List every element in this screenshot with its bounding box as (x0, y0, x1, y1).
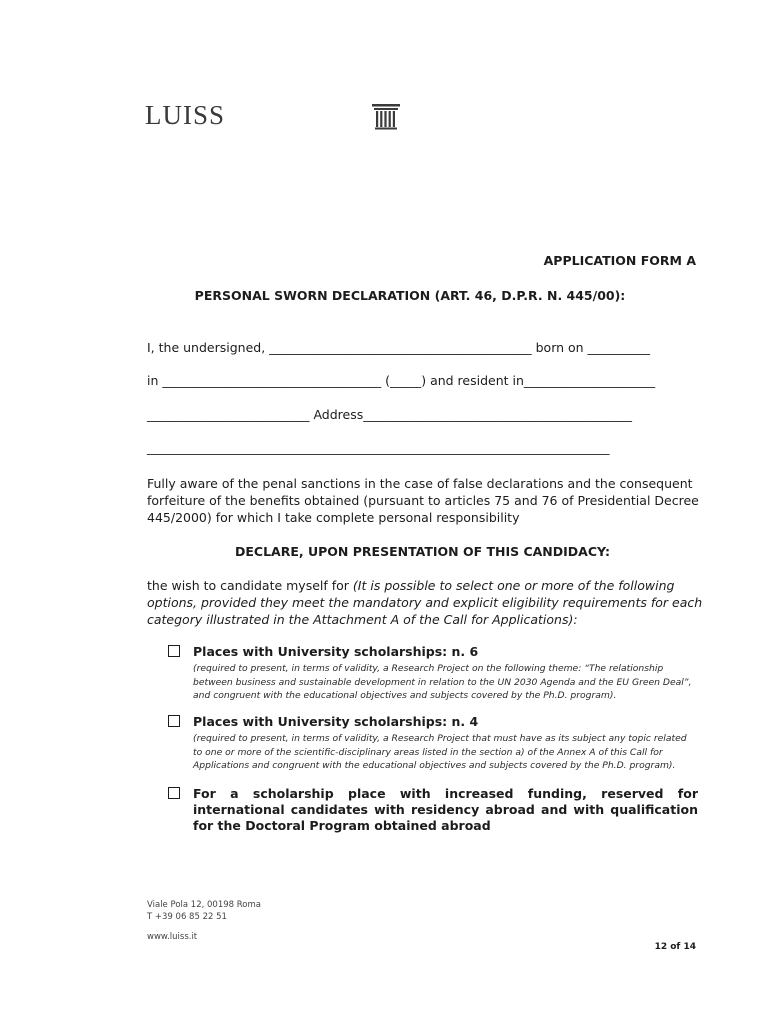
option-note: (required to present, in terms of validity, a Research Project that must have as its subject any topic related to one or more of the scientific-disciplinary areas listed in the section a) of the Annex A of this Call for Applications and congruent with the educational objectives and subjects covered by the Ph.D. program). (193, 733, 687, 771)
option-scholarship-4 (168, 714, 698, 773)
declare-heading: DECLARE, UPON PRESENTATION OF THIS CANDIDACY: (235, 544, 610, 559)
footer-phone-line: T +39 06 85 22 51 (147, 911, 227, 922)
undersigned-line[interactable]: I, the undersigned, __________________________________________ born on __________ (147, 340, 651, 355)
wish-prefix: the wish to candidate myself for (147, 578, 353, 593)
luiss-logo: LUISS (145, 100, 226, 130)
checkbox[interactable] (168, 787, 180, 799)
footer-address-line: Viale Pola 12, 00198 Roma (147, 900, 261, 910)
footer-website[interactable]: www.luiss.it (147, 932, 198, 942)
option-title: For a scholarship place with increased funding, reserved for international candidates with residency abroad and with qualification for the Doctoral Program obtained abroad (193, 786, 698, 833)
form-subtitle: PERSONAL SWORN DECLARATION (ART. 46, D.P.R. N. 445/00): (194, 288, 626, 303)
footer-address (147, 900, 261, 923)
option-note: (required to present, in terms of validity, a Research Project on the following theme: “The relationship between business and sustainable development in relation to the UN 2030 Agenda and the EU Green Deal”, and congruent with the educational objectives and subjects covered by the Ph.D. program). (193, 663, 692, 701)
option-title: Places with University scholarships: n. 4 (193, 714, 479, 729)
checkbox[interactable] (168, 645, 180, 657)
wish-paragraph (147, 577, 707, 628)
sanctions-paragraph: Fully aware of the penal sanctions in the case of false declarations and the consequent forfeiture of the benefits obtained (pursuant to articles 75 and 76 of Presidential Decree 445/2000) for which I take complete personal responsibility (147, 476, 699, 525)
address-line[interactable]: __________________________ Address___________________________________________ (147, 407, 633, 422)
address-continuation-line[interactable]: __________________________________________________________________________ (147, 440, 610, 455)
checkbox[interactable] (168, 715, 180, 727)
form-title: APPLICATION FORM A (543, 253, 696, 268)
birthplace-residence-line[interactable]: in ___________________________________ (_____) and resident in_____________________ (147, 373, 656, 388)
option-international-scholarship (168, 786, 698, 834)
wish-instructions: (It is possible to select one or more of the following options, provided they meet the mandatory and explicit eligibility requirements for each category illustrated in the Attachment A of the Call for Applications): (147, 578, 703, 627)
column-icon (372, 104, 400, 130)
option-title: Places with University scholarships: n. 6 (193, 644, 479, 659)
page-number: 12 of 14 (654, 942, 696, 952)
option-scholarship-6 (168, 644, 698, 703)
